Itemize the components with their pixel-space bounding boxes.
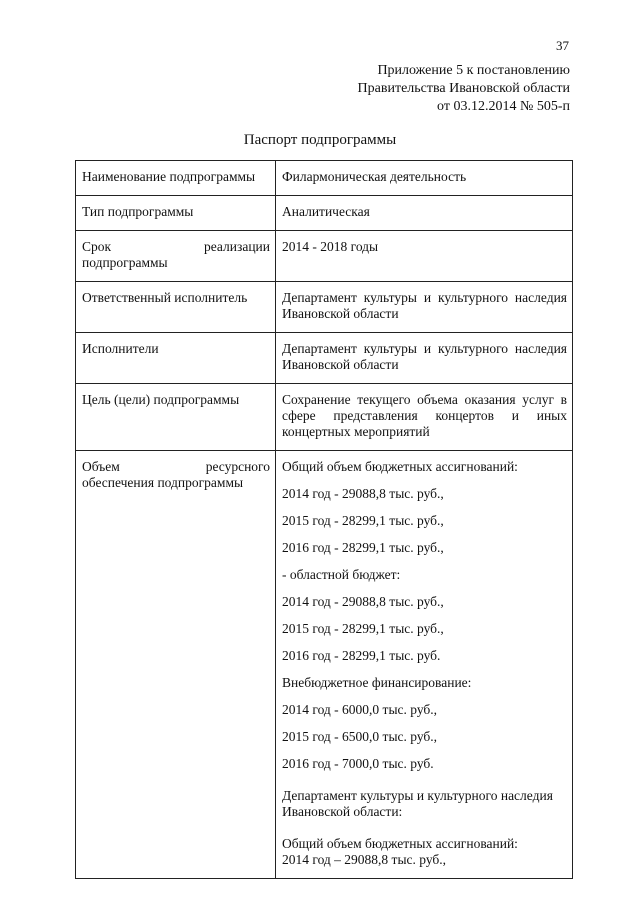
row-label: Ответственный исполнитель <box>76 282 276 333</box>
row-label <box>76 231 276 282</box>
appendix-header <box>358 62 570 116</box>
passport-table <box>75 160 573 879</box>
funding-line: 2016 год - 7000,0 тыс. руб. <box>282 756 434 771</box>
row-label-part: Объем <box>82 459 120 474</box>
row-label-part: Срок <box>82 239 112 254</box>
funding-line: 2016 год - 28299,1 тыс. руб. <box>282 648 441 663</box>
funding-line: 2014 год - 6000,0 тыс. руб., <box>282 702 438 717</box>
funding-line: 2015 год - 28299,1 тыс. руб., <box>282 621 444 636</box>
table-row <box>76 333 573 384</box>
row-label-part: обеспечения подпрограммы <box>82 475 244 490</box>
funding-line: 2016 год - 28299,1 тыс. руб., <box>282 540 444 555</box>
table-row <box>76 196 573 231</box>
row-value: Филармоническая деятельность <box>276 161 573 196</box>
table-row <box>76 231 573 282</box>
funding-line: 2015 год - 28299,1 тыс. руб., <box>282 513 444 528</box>
appendix-line-3: от 03.12.2014 № 505-п <box>437 99 570 114</box>
funding-line: Общий объем бюджетных ассигнований: <box>282 459 518 474</box>
funding-line: 2015 год - 6500,0 тыс. руб., <box>282 729 438 744</box>
row-value: Департамент культуры и культурного наследия Ивановской области <box>276 282 573 333</box>
row-label: Тип подпрограммы <box>76 196 276 231</box>
funding-line: Общий объем бюджетных ассигнований: <box>282 836 518 851</box>
funding-line: - областной бюджет: <box>282 567 401 582</box>
funding-line: Внебюджетное финансирование: <box>282 675 472 690</box>
page-number: 37 <box>556 38 569 53</box>
appendix-line-1: Приложение 5 к постановлению <box>377 63 570 78</box>
document-title: Паспорт подпрограммы <box>243 132 397 148</box>
row-label-part: подпрограммы <box>82 255 168 270</box>
row-label-part: реализации <box>204 239 270 254</box>
table-row <box>76 282 573 333</box>
funding-line: 2014 год - 29088,8 тыс. руб., <box>282 486 444 501</box>
row-value: Аналитическая <box>276 196 573 231</box>
row-label: Исполнители <box>76 333 276 384</box>
funding-line: Департамент культуры и культурного наследия Ивановской области: <box>282 788 553 819</box>
row-label <box>76 451 276 879</box>
row-value: Департамент культуры и культурного наследия Ивановской области <box>276 333 573 384</box>
table-row <box>76 384 573 451</box>
funding-line: 2014 год - 29088,8 тыс. руб., <box>282 594 444 609</box>
funding-cell <box>276 451 573 879</box>
appendix-line-2: Правительства Ивановской области <box>357 81 570 96</box>
row-value: Сохранение текущего объема оказания услуг в сфере представления концертов и иных концертных мероприятий <box>276 384 573 451</box>
row-label-part: ресурсного <box>205 459 270 474</box>
table-row <box>76 451 573 879</box>
row-label: Наименование подпрограммы <box>76 161 276 196</box>
row-value: 2014 - 2018 годы <box>276 231 573 282</box>
funding-line: 2014 год – 29088,8 тыс. руб., <box>282 852 447 867</box>
table-row <box>76 161 573 196</box>
row-label: Цель (цели) подпрограммы <box>76 384 276 451</box>
